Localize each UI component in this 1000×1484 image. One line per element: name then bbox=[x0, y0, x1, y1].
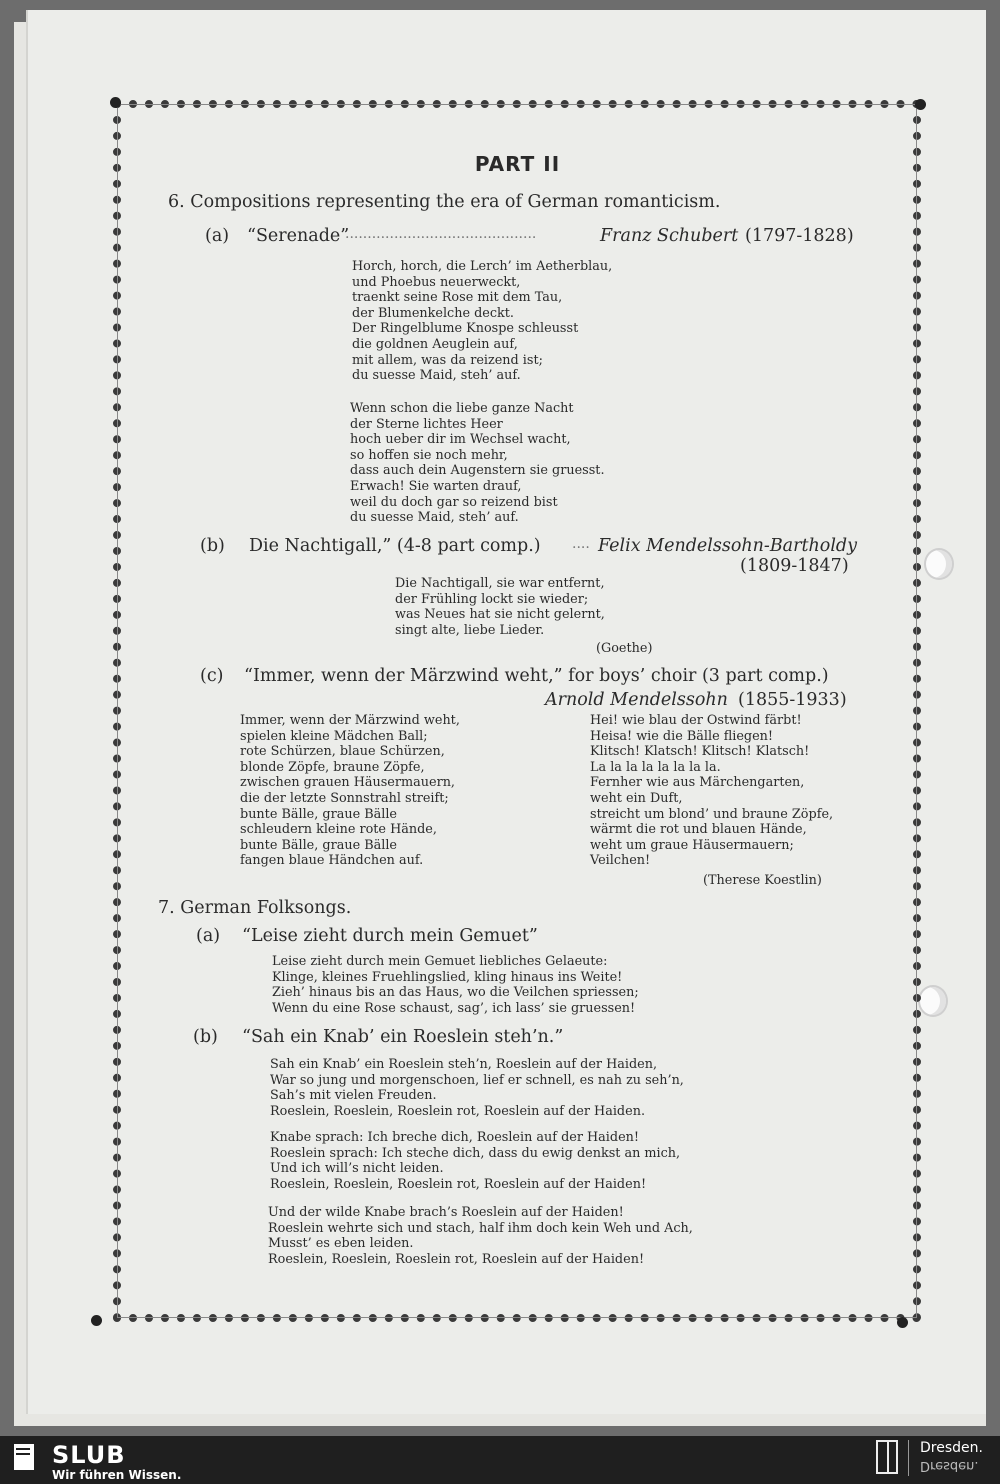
poem-line: dass auch dein Augenstern sie gruesst. bbox=[350, 463, 605, 479]
poem-line: die der letzte Sonnstrahl streift; bbox=[240, 790, 449, 806]
poem-line: so hoffen sie noch mehr, bbox=[350, 447, 508, 463]
item-7a-title: “Leise zieht durch mein Gemuet” bbox=[242, 926, 538, 946]
item-6a-composer: Franz Schubert bbox=[600, 226, 739, 246]
item-6a-label: (a) bbox=[205, 226, 230, 246]
item-6b-composer: Felix Mendelssohn-Bartholdy bbox=[598, 536, 858, 556]
item-6c-title: “Immer, wenn der Märzwind weht,” for boys’ choir (3 part comp.) bbox=[244, 666, 829, 686]
poem-line: du suesse Maid, steh’ auf. bbox=[350, 510, 519, 526]
poem-line: und Phoebus neuerweckt, bbox=[352, 274, 521, 290]
border-corner bbox=[897, 1317, 908, 1328]
item-7b-label: (b) bbox=[193, 1027, 218, 1047]
poem-line: Sah ein Knab’ ein Roeslein steh’n, Roeslein auf der Haiden, bbox=[270, 1057, 658, 1072]
poem-line: Immer, wenn der Märzwind weht, bbox=[240, 713, 460, 728]
poem-line: War so jung und morgenschoen, lief er schnell, es nah zu seh’n, bbox=[270, 1072, 684, 1088]
dresden-logo[interactable]: Dresden. bbox=[920, 1440, 983, 1456]
roeslein-stanza-1 bbox=[270, 1057, 684, 1119]
serenade-stanza-1 bbox=[352, 259, 612, 384]
poem-line: fangen blaue Händchen auf. bbox=[240, 853, 424, 869]
poem-line: Leise zieht durch mein Gemuet liebliches Gelaeute: bbox=[272, 954, 608, 969]
item-7b-title: “Sah ein Knab’ ein Roeslein steh’n.” bbox=[242, 1027, 564, 1047]
item-6a-title: “Serenade” bbox=[247, 226, 350, 246]
poem-line: mit allem, was da reizend ist; bbox=[352, 352, 543, 368]
poem-line: Erwach! Sie warten drauf, bbox=[350, 478, 522, 494]
poem-line: Wenn du eine Rose schaust, sag’, ich lass’ sie gruessen! bbox=[272, 1000, 636, 1016]
poem-line: Klitsch! Klatsch! Klitsch! Klatsch! bbox=[590, 744, 810, 760]
poem-line: der Frühling lockt sie wieder; bbox=[395, 591, 589, 607]
poem-line: Heisa! wie die Bälle fliegen! bbox=[590, 728, 774, 744]
poem-line: Zieh’ hinaus bis an das Haus, wo die Veilchen spriessen; bbox=[272, 985, 639, 1001]
leader-dots: ........................................... bbox=[345, 226, 537, 242]
poem-line: Roeslein, Roeslein, Roeslein rot, Roeslein auf der Haiden! bbox=[268, 1251, 645, 1267]
section-7-heading: 7. German Folksongs. bbox=[158, 898, 352, 918]
section-6-heading: 6. Compositions representing the era of German romanticism. bbox=[168, 192, 721, 212]
poem-line: Sah’s mit vielen Freuden. bbox=[270, 1088, 437, 1104]
poem-line: Roeslein, Roeslein, Roeslein rot, Roeslein auf der Haiden. bbox=[270, 1103, 646, 1119]
poem-line: Veilchen! bbox=[590, 853, 651, 869]
poem-line: was Neues hat sie nicht gelernt, bbox=[395, 607, 605, 623]
nachtigall-verse bbox=[395, 576, 605, 638]
item-6b-label: (b) bbox=[200, 536, 225, 556]
poem-line: Wenn schon die liebe ganze Nacht bbox=[350, 401, 574, 416]
poem-line: Fernher wie aus Märchengarten, bbox=[590, 775, 805, 791]
poem-line: hoch ueber dir im Wechsel wacht, bbox=[350, 432, 571, 448]
border-corner bbox=[91, 1315, 102, 1326]
poem-line: singt alte, liebe Lieder. bbox=[395, 622, 545, 638]
poem-line: Die Nachtigall, sie war entfernt, bbox=[395, 576, 605, 591]
slub-logo[interactable]: SLUB bbox=[52, 1441, 126, 1469]
part-title: PART II bbox=[474, 152, 561, 176]
item-6b-title: Die Nachtigall,” (4-8 part comp.) bbox=[249, 536, 541, 556]
poem-line: Knabe sprach: Ich breche dich, Roeslein auf der Haiden! bbox=[270, 1130, 640, 1145]
poem-line: bunte Bälle, graue Bälle bbox=[240, 837, 397, 853]
poem-line: weil du doch gar so reizend bist bbox=[350, 494, 558, 510]
punch-hole-bottom bbox=[918, 985, 948, 1017]
poem-line: Und ich will’s nicht leiden. bbox=[270, 1161, 444, 1177]
poem-line: zwischen grauen Häusermauern, bbox=[240, 775, 456, 791]
book-icon bbox=[12, 1442, 38, 1472]
serenade-stanza-2 bbox=[350, 401, 605, 526]
roeslein-stanza-3 bbox=[268, 1205, 693, 1267]
punch-hole-top bbox=[924, 548, 954, 580]
item-6c-label: (c) bbox=[200, 666, 224, 686]
item-6c-credit: (Therese Koestlin) bbox=[703, 873, 822, 888]
poem-line: streicht um blond’ und braune Zöpfe, bbox=[590, 806, 834, 822]
dresden-logo-mirror: Dresden. bbox=[920, 1458, 979, 1473]
poem-line: schleudern kleine rote Hände, bbox=[240, 822, 437, 838]
footer-divider bbox=[908, 1440, 909, 1476]
maerzwind-left-column bbox=[240, 713, 460, 869]
item-6b-dates: (1809-1847) bbox=[740, 556, 849, 576]
poem-line: Roeslein, Roeslein, Roeslein rot, Roeslein auf der Haiden! bbox=[270, 1176, 647, 1192]
poem-line: Klinge, kleines Fruehlingslied, kling hinaus ins Weite! bbox=[272, 969, 623, 985]
poem-line: du suesse Maid, steh’ auf. bbox=[352, 368, 521, 384]
poem-line: der Sterne lichtes Heer bbox=[350, 416, 503, 432]
poem-line: blonde Zöpfe, braune Zöpfe, bbox=[240, 759, 425, 775]
poem-line: La la la la la la la la. bbox=[590, 759, 721, 775]
item-6c-dates: (1855-1933) bbox=[738, 690, 847, 710]
poem-line: wärmt die rot und blauen Hände, bbox=[590, 822, 807, 838]
maerzwind-right-column bbox=[590, 713, 833, 869]
poem-line: Roeslein sprach: Ich steche dich, dass du ewig denkst an mich, bbox=[270, 1145, 681, 1161]
coat-of-arms-icon bbox=[876, 1440, 898, 1474]
poem-line: bunte Bälle, graue Bälle bbox=[240, 806, 397, 822]
poem-line: traenkt seine Rose mit dem Tau, bbox=[352, 290, 563, 306]
poem-line: Der Ringelblume Knospe schleusst bbox=[352, 321, 579, 337]
item-6a-dates: (1797-1828) bbox=[745, 226, 854, 246]
leader-dots: .... bbox=[572, 536, 590, 552]
poem-line: Und der wilde Knabe brach’s Roeslein auf der Haiden! bbox=[268, 1205, 624, 1220]
poem-line: rote Schürzen, blaue Schürzen, bbox=[240, 744, 445, 760]
leise-verse bbox=[272, 954, 639, 1016]
poem-line: Musst’ es eben leiden. bbox=[268, 1236, 414, 1252]
poem-line: Hei! wie blau der Ostwind färbt! bbox=[590, 713, 802, 728]
border-corner bbox=[915, 99, 926, 110]
item-6b-credit: (Goethe) bbox=[596, 641, 653, 656]
poem-line: der Blumenkelche deckt. bbox=[352, 305, 515, 321]
border-corner bbox=[110, 97, 121, 108]
poem-line: Roeslein wehrte sich und stach, half ihm doch kein Weh und Ach, bbox=[268, 1220, 693, 1236]
slub-tagline: Wir führen Wissen. bbox=[52, 1468, 182, 1482]
poem-line: spielen kleine Mädchen Ball; bbox=[240, 728, 428, 744]
poem-line: die goldnen Aeuglein auf, bbox=[352, 336, 518, 352]
poem-line: Horch, horch, die Lerch’ im Aetherblau, bbox=[352, 259, 613, 274]
item-7a-label: (a) bbox=[196, 926, 221, 946]
poem-line: weht ein Duft, bbox=[590, 790, 683, 806]
item-6c-composer: Arnold Mendelssohn bbox=[545, 690, 728, 710]
roeslein-stanza-2 bbox=[270, 1130, 680, 1192]
poem-line: weht um graue Häusermauern; bbox=[590, 837, 794, 853]
